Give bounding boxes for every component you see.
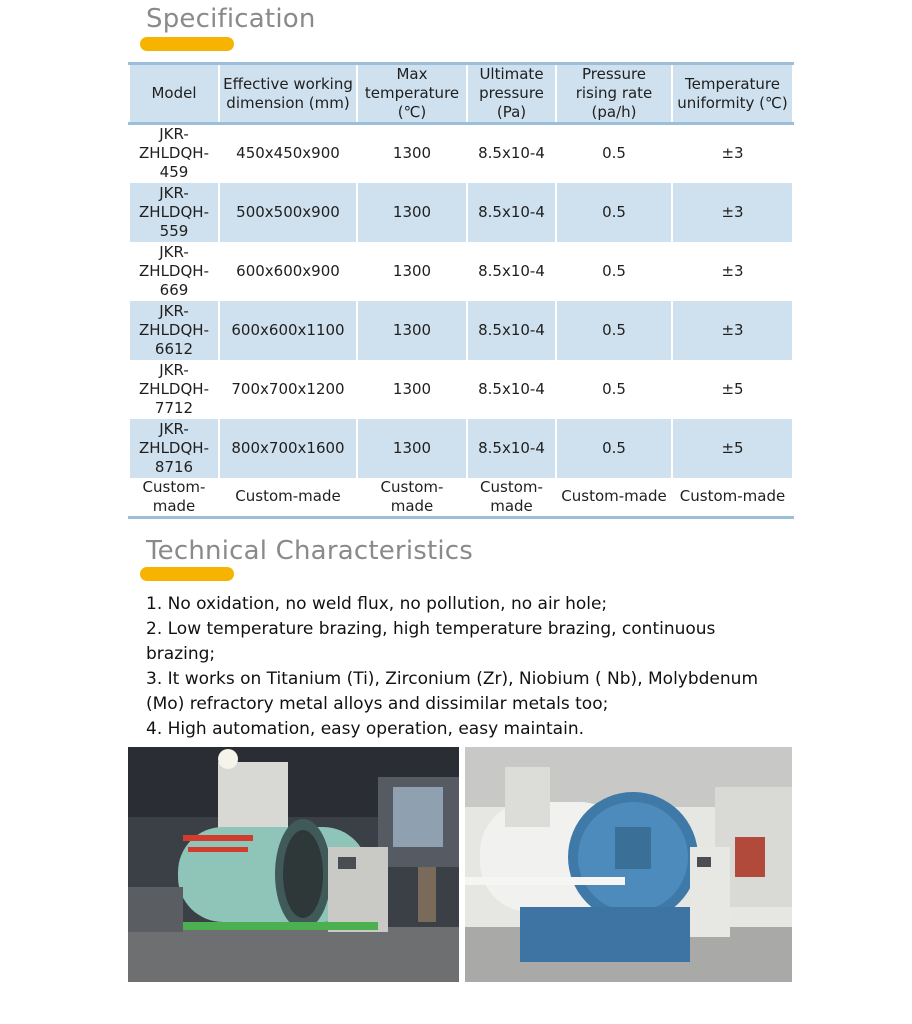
cell-rising-rate: 0.5: [556, 301, 672, 360]
cell-rising-rate: Custom-made: [556, 478, 672, 518]
furnace-photo-left: [128, 747, 459, 982]
cell-dimension: 500x500x900: [219, 183, 357, 242]
table-row: [129, 360, 793, 419]
furnace-photo-right: [465, 747, 792, 982]
cell-max-temperature: 1300: [357, 183, 467, 242]
cell-pressure: 8.5x10-4: [467, 242, 556, 301]
header-pressure-rising-rate: Pressure rising rate (pa/h): [556, 64, 672, 124]
cell-max-temperature: 1300: [357, 419, 467, 478]
table-row: [129, 183, 793, 242]
specification-table: [128, 62, 794, 519]
vacuum-furnace-image: [465, 747, 792, 982]
cell-model: JKR-ZHLDQH-459: [129, 124, 219, 183]
table-header-row: [129, 64, 793, 124]
specification-title: Specification: [146, 4, 316, 34]
cell-dimension: 800x700x1600: [219, 419, 357, 478]
cell-model: JKR-ZHLDQH-669: [129, 242, 219, 301]
table-row: [129, 242, 793, 301]
cell-rising-rate: 0.5: [556, 419, 672, 478]
table-row: [129, 419, 793, 478]
cell-pressure: 8.5x10-4: [467, 301, 556, 360]
cell-uniformity: ±3: [672, 124, 793, 183]
technical-characteristics-title: Technical Characteristics: [146, 536, 474, 566]
cell-uniformity: ±3: [672, 242, 793, 301]
header-max-temperature: Max temperature (℃): [357, 64, 467, 124]
cell-uniformity: Custom-made: [672, 478, 793, 518]
list-item: 2. Low temperature brazing, high temperature brazing, continuous brazing;: [146, 619, 716, 664]
cell-dimension: Custom-made: [219, 478, 357, 518]
cell-max-temperature: 1300: [357, 301, 467, 360]
cell-dimension: 450x450x900: [219, 124, 357, 183]
list-item: 1. No oxidation, no weld flux, no pollution, no air hole;: [146, 594, 608, 614]
cell-dimension: 600x600x1100: [219, 301, 357, 360]
cell-max-temperature: 1300: [357, 360, 467, 419]
header-ultimate-pressure: Ultimate pressure (Pa): [467, 64, 556, 124]
cell-dimension: 600x600x900: [219, 242, 357, 301]
cell-rising-rate: 0.5: [556, 360, 672, 419]
cell-model: Custom-made: [129, 478, 219, 518]
vacuum-furnace-image: [128, 747, 459, 982]
list-item: 4. High automation, easy operation, easy maintain.: [146, 719, 584, 739]
cell-uniformity: ±3: [672, 183, 793, 242]
cell-rising-rate: 0.5: [556, 183, 672, 242]
header-dimension: Effective working dimension (mm): [219, 64, 357, 124]
characteristics-list: [146, 592, 786, 742]
title-underline-decoration: [140, 567, 234, 581]
cell-uniformity: ±5: [672, 360, 793, 419]
cell-model: JKR-ZHLDQH-7712: [129, 360, 219, 419]
header-model: Model: [129, 64, 219, 124]
cell-pressure: 8.5x10-4: [467, 183, 556, 242]
table-row: [129, 124, 793, 183]
cell-pressure: Custom-made: [467, 478, 556, 518]
cell-rising-rate: 0.5: [556, 242, 672, 301]
cell-model: JKR-ZHLDQH-6612: [129, 301, 219, 360]
header-temperature-uniformity: Temperature uniformity (℃): [672, 64, 793, 124]
cell-pressure: 8.5x10-4: [467, 419, 556, 478]
table-row: [129, 478, 793, 518]
cell-max-temperature: Custom-made: [357, 478, 467, 518]
list-item: 3. It works on Titanium (Ti), Zirconium (Zr), Niobium ( Nb), Molybdenum (Mo) refractory metal alloys and dissimilar metals too;: [146, 669, 758, 714]
cell-uniformity: ±5: [672, 419, 793, 478]
cell-pressure: 8.5x10-4: [467, 360, 556, 419]
table-row: [129, 301, 793, 360]
cell-rising-rate: 0.5: [556, 124, 672, 183]
cell-dimension: 700x700x1200: [219, 360, 357, 419]
title-underline-decoration: [140, 37, 234, 51]
cell-uniformity: ±3: [672, 301, 793, 360]
cell-model: JKR-ZHLDQH-8716: [129, 419, 219, 478]
cell-max-temperature: 1300: [357, 242, 467, 301]
cell-max-temperature: 1300: [357, 124, 467, 183]
cell-pressure: 8.5x10-4: [467, 124, 556, 183]
cell-model: JKR-ZHLDQH-559: [129, 183, 219, 242]
